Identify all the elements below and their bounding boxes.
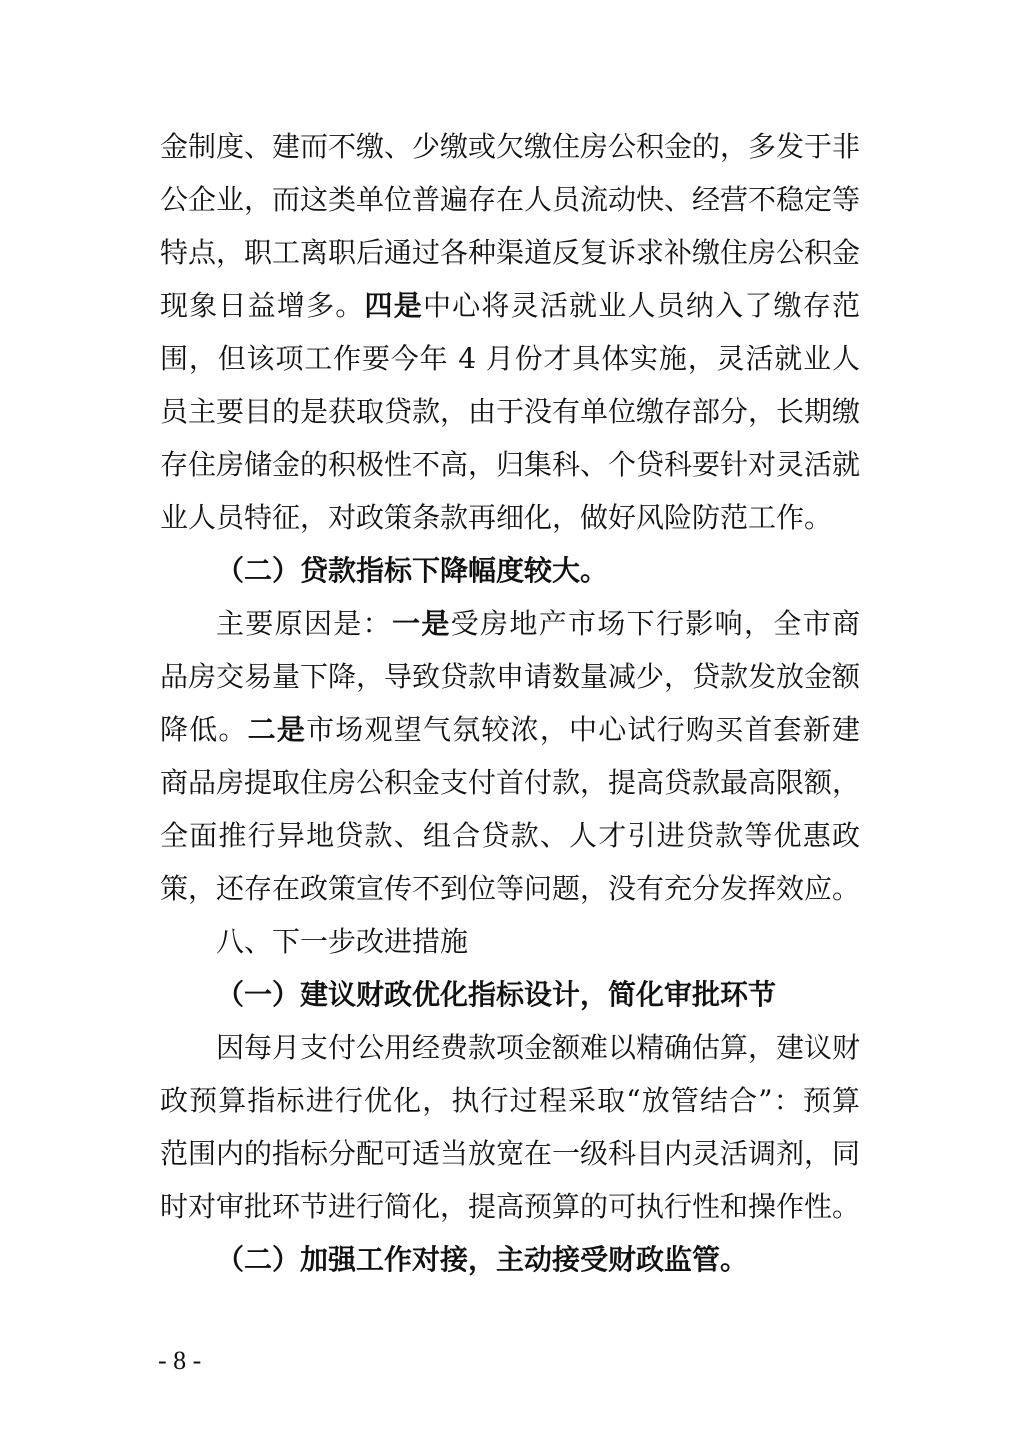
- paragraph-reasons: [160, 597, 860, 915]
- section-heading-loan-indicator: （二）贷款指标下降幅度较大。: [216, 554, 609, 587]
- page-number: - 8 -: [158, 1346, 202, 1375]
- paragraph-text: 中心将灵活就业人员纳入了缴存范围，但该项工作要今年 4 月份才具体实施，灵活就业人员主要目的是获取贷款，由于没有单位缴存部分，长期缴存住房储金的积极性不高，归集科、个贷科要针对灵活就业人员特征，对政策条款再细化，做好风险防范工作。: [160, 289, 861, 534]
- chapter-heading-next-steps: 八、下一步改进措施: [216, 925, 469, 958]
- paragraph-text: 金制度、建而不缴、少缴或欠缴住房公积金的，多发于非公企业，而这类单位普遍存在人员流动快、经营不稳定等特点，职工离职后通过各种渠道反复诉求补缴住房公积金现象日益增多。: [160, 130, 861, 322]
- section-heading-supervision: （二）加强工作对接，主动接受财政监管。: [216, 1243, 749, 1276]
- paragraph-text: 受房地产市场下行影响，全市商品房交易量下降，导致贷款申请数量减少，贷款发放金额降低。: [160, 607, 861, 746]
- paragraph-budget: 因每月支付公用经费款项金额难以精确估算，建议财政预算指标进行优化，执行过程采取“放管结合”：预算范围内的指标分配可适当放宽在一级科目内灵活调剂，同时对审批环节进行简化，提高预算的可执行性和操作性。: [160, 1031, 861, 1223]
- paragraph-continued: [160, 120, 860, 544]
- emphasis-text: 四是: [364, 289, 423, 322]
- paragraph-text: 市场观望气氛较浓，中心试行购买首套新建商品房提取住房公积金支付首付款，提高贷款最高限额，全面推行异地贷款、组合贷款、人才引进贷款等优惠政策，还存在政策宣传不到位等问题，没有充分发挥效应。: [160, 713, 861, 905]
- document-body: [160, 120, 860, 1286]
- section-heading-optimize-design: （一）建议财政优化指标设计，简化审批环节: [216, 978, 777, 1011]
- emphasis-text: 一是: [392, 607, 451, 640]
- emphasis-text: 二是: [247, 713, 307, 746]
- paragraph-text: 主要原因是：: [216, 607, 392, 640]
